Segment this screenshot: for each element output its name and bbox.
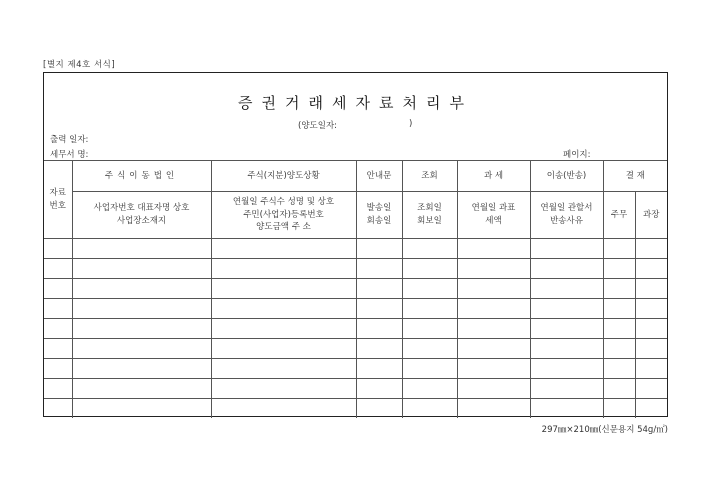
table-cell[interactable] [72, 379, 211, 399]
table-cell[interactable] [530, 279, 603, 299]
header-inquiry: 조회 [402, 161, 457, 192]
table-cell[interactable] [211, 339, 356, 359]
table-cell[interactable] [211, 259, 356, 279]
table-cell[interactable] [402, 319, 457, 339]
header-transfer-out-detail: 연월일 관할서 반송사유 [530, 192, 603, 239]
table-cell[interactable] [635, 319, 667, 339]
table-cell[interactable] [356, 379, 402, 399]
page-title: 증권거래세자료처리부 [238, 94, 473, 112]
table-cell[interactable] [44, 299, 72, 319]
table-cell[interactable] [356, 279, 402, 299]
table-row [44, 239, 667, 259]
table-cell[interactable] [457, 239, 530, 259]
table-cell[interactable] [72, 259, 211, 279]
table-row [44, 319, 667, 339]
table-cell[interactable] [530, 359, 603, 379]
header-transfer-detail: 연월일 주식수 성명 및 상호 주민(사업자)등록번호 양도금액 주 소 [211, 192, 356, 239]
table-row [44, 279, 667, 299]
table-cell[interactable] [530, 259, 603, 279]
table-cell[interactable] [402, 239, 457, 259]
table-cell[interactable] [356, 399, 402, 419]
header-tax: 과 세 [457, 161, 530, 192]
table-row [44, 399, 667, 419]
table-cell[interactable] [635, 399, 667, 419]
table-row [44, 359, 667, 379]
table-cell[interactable] [457, 279, 530, 299]
header-row-no: 자료 번호 [44, 161, 72, 239]
transfer-date-close: ) [409, 119, 413, 129]
table-cell[interactable] [402, 399, 457, 419]
table-cell[interactable] [356, 259, 402, 279]
transfer-date-label: (양도일자: [298, 121, 338, 131]
table-cell[interactable] [457, 299, 530, 319]
table-cell[interactable] [635, 299, 667, 319]
table-cell[interactable] [211, 239, 356, 259]
table-cell[interactable] [457, 259, 530, 279]
table-row [44, 339, 667, 359]
header-inquiry-detail: 조회일 회보일 [402, 192, 457, 239]
table-cell[interactable] [635, 339, 667, 359]
table-cell[interactable] [72, 299, 211, 319]
table-cell[interactable] [356, 239, 402, 259]
page-label: 페이지: [563, 150, 591, 160]
table-cell[interactable] [603, 319, 635, 339]
table-cell[interactable] [457, 319, 530, 339]
table-cell[interactable] [603, 399, 635, 419]
table-cell[interactable] [603, 339, 635, 359]
table-cell[interactable] [402, 359, 457, 379]
table-cell[interactable] [211, 319, 356, 339]
header-approval-a: 주무 [603, 192, 635, 239]
table-cell[interactable] [635, 259, 667, 279]
table-cell[interactable] [44, 399, 72, 419]
table-row [44, 299, 667, 319]
table-cell[interactable] [44, 239, 72, 259]
header-approval: 결 재 [603, 161, 667, 192]
table-cell[interactable] [635, 279, 667, 299]
table-cell[interactable] [211, 359, 356, 379]
table-cell[interactable] [356, 339, 402, 359]
table-cell[interactable] [211, 279, 356, 299]
table-cell[interactable] [457, 359, 530, 379]
table-cell[interactable] [44, 279, 72, 299]
tax-office-label: 세무서 명: [50, 150, 89, 160]
header-notice: 안내문 [356, 161, 402, 192]
header-transfer: 주식(지분)양도상황 [211, 161, 356, 192]
table-cell[interactable] [44, 359, 72, 379]
table-cell[interactable] [457, 339, 530, 359]
table-cell[interactable] [211, 379, 356, 399]
table-cell[interactable] [356, 359, 402, 379]
table-cell[interactable] [72, 279, 211, 299]
paper-spec: 297㎜×210㎜(신문용지 54g/㎡) [541, 425, 668, 435]
table-cell[interactable] [72, 359, 211, 379]
table-cell[interactable] [530, 379, 603, 399]
table-cell[interactable] [72, 339, 211, 359]
table-cell[interactable] [44, 339, 72, 359]
header-notice-detail: 발송일 회송일 [356, 192, 402, 239]
record-table [44, 160, 667, 418]
table-cell[interactable] [402, 339, 457, 359]
table-cell[interactable] [211, 299, 356, 319]
table-cell[interactable] [530, 339, 603, 359]
header-tax-detail: 연월일 과표 세액 [457, 192, 530, 239]
table-cell[interactable] [402, 379, 457, 399]
table-cell[interactable] [402, 299, 457, 319]
table-cell[interactable] [603, 379, 635, 399]
table-cell[interactable] [44, 259, 72, 279]
table-cell[interactable] [402, 259, 457, 279]
table-cell[interactable] [635, 359, 667, 379]
table-cell[interactable] [44, 319, 72, 339]
table-cell[interactable] [603, 259, 635, 279]
header-approval-b: 과장 [635, 192, 667, 239]
table-cell[interactable] [530, 299, 603, 319]
transfer-date-line [298, 119, 413, 131]
table-cell[interactable] [530, 399, 603, 419]
table-cell[interactable] [72, 319, 211, 339]
table-cell[interactable] [635, 379, 667, 399]
table-row [44, 379, 667, 399]
print-date-label: 출력 일자: [50, 135, 89, 145]
table-cell[interactable] [211, 399, 356, 419]
table-cell[interactable] [72, 239, 211, 259]
table-cell[interactable] [72, 399, 211, 419]
table-cell[interactable] [457, 399, 530, 419]
table-row [44, 259, 667, 279]
table-cell[interactable] [603, 359, 635, 379]
header-corp: 주식이동법인 [72, 161, 211, 192]
table-cell[interactable] [356, 319, 402, 339]
table-cell[interactable] [603, 299, 635, 319]
header-corp-detail: 사업자번호 대표자명 상호 사업장소재지 [72, 192, 211, 239]
table-cell[interactable] [356, 299, 402, 319]
table-cell[interactable] [635, 239, 667, 259]
form-label: [별지 제4호 서식] [43, 60, 116, 70]
table-cell[interactable] [603, 239, 635, 259]
form-frame [43, 72, 668, 417]
table-cell[interactable] [44, 379, 72, 399]
table-cell[interactable] [457, 379, 530, 399]
table-cell[interactable] [603, 279, 635, 299]
header-transfer-out: 이송(반송) [530, 161, 603, 192]
table-cell[interactable] [530, 319, 603, 339]
table-cell[interactable] [530, 239, 603, 259]
table-cell[interactable] [402, 279, 457, 299]
